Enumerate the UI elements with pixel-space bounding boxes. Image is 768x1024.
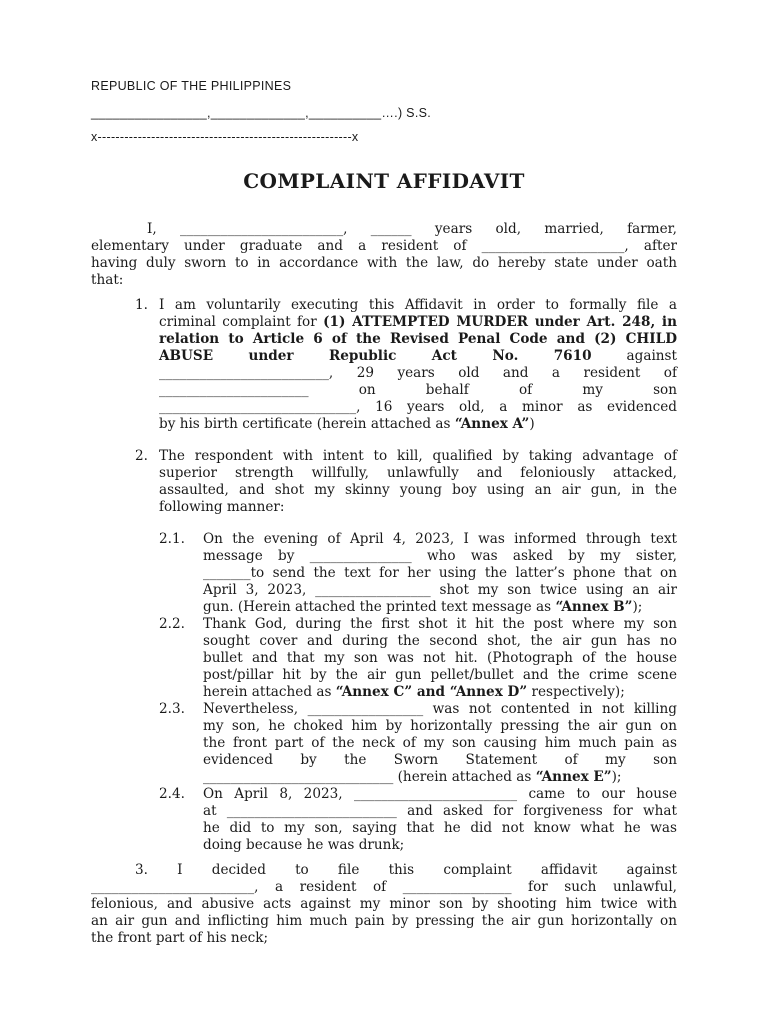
- document-title: COMPLAINT AFFIDAVIT: [243, 169, 525, 193]
- separator-line: x---------------------------------------------------------x: [91, 130, 359, 144]
- s21-line: message by _______________ who was asked by my sister,: [203, 548, 677, 564]
- s23-line: my son, he choked him by horizontally pressing the air gun on: [203, 718, 677, 734]
- s22-line: Thank God, during the first shot it hit the post where my son: [203, 616, 677, 632]
- s24-line: he did to my son, saying that he did not know what he was: [203, 820, 677, 836]
- s22-line: herein attached as “Annex C” and “Annex D” respectively);: [203, 684, 625, 700]
- venue-line: ________________,_____________,__________….) S.S.: [91, 106, 431, 120]
- p1-line: ______________________ on behalf of my son: [159, 382, 677, 398]
- subparagraph-number: 2.4.: [159, 786, 185, 802]
- intro-line: that:: [91, 272, 124, 288]
- intro-line: I, ________________________, ______ years old, married, farmer,: [147, 221, 677, 237]
- s21-line: On the evening of April 4, 2023, I was informed through text: [203, 531, 677, 547]
- s23-line: Nevertheless, _________________ was not contented in not killing: [203, 701, 677, 717]
- s24-line: doing because he was drunk;: [203, 837, 405, 853]
- subparagraph-number: 2.2.: [159, 616, 185, 632]
- p1-line: ABUSE under Republic Act No. 7610 against: [159, 348, 677, 364]
- s23-line: the front part of the neck of my son causing him much pain as: [203, 735, 677, 751]
- s23-line: ____________________________ (herein attached as “Annex E”);: [203, 769, 622, 785]
- p1-line: criminal complaint for (1) ATTEMPTED MURDER under Art. 248, in: [159, 314, 677, 330]
- p2-line: following manner:: [159, 499, 285, 515]
- subparagraph-number: 2.3.: [159, 701, 185, 717]
- p2-line: assaulted, and shot my skinny young boy using an air gun, in the: [159, 482, 677, 498]
- p3-line: 3. I decided to file this complaint affidavit against: [135, 862, 677, 878]
- s24-line: On April 8, 2023, ________________________ came to our house: [203, 786, 677, 802]
- p2-line: The respondent with intent to kill, qualified by taking advantage of: [159, 448, 677, 464]
- p3-line: felonious, and abusive acts against my minor son by shooting him twice with: [91, 896, 677, 912]
- republic-heading: REPUBLIC OF THE PHILIPPINES: [91, 79, 292, 93]
- subparagraph-number: 2.1.: [159, 531, 185, 547]
- paragraph-number: 1.: [135, 297, 148, 313]
- s24-line: at _________________________ and asked for forgiveness for what: [203, 803, 677, 819]
- p2-line: superior strength willfully, unlawfully and feloniously attacked,: [159, 465, 677, 481]
- p1-line: _____________________________, 16 years old, a minor as evidenced: [159, 399, 677, 415]
- p1-line: I am voluntarily executing this Affidavit in order to formally file a: [159, 297, 677, 313]
- paragraph-number: 2.: [135, 448, 148, 464]
- s22-line: post/pillar hit by the air gun pellet/bullet and the crime scene: [203, 667, 677, 683]
- intro-line: elementary under graduate and a resident of _____________________, after: [91, 238, 677, 254]
- s21-line: gun. (Herein attached the printed text message as “Annex B”);: [203, 599, 643, 615]
- p3-line: the front part of his neck;: [91, 930, 269, 946]
- p1-line: by his birth certificate (herein attached as “Annex A”): [159, 416, 535, 432]
- intro-line: having duly sworn to in accordance with the law, do hereby state under oath: [91, 255, 677, 271]
- p1-line: relation to Article 6 of the Revised Penal Code and (2) CHILD: [159, 331, 677, 347]
- p3-line: ________________________, a resident of ________________ for such unlawful,: [91, 879, 677, 895]
- s22-line: sought cover and during the second shot, the air gun has no: [203, 633, 677, 649]
- s21-line: _______to send the text for her using the latter’s phone that on: [203, 565, 677, 581]
- s23-line: evidenced by the Sworn Statement of my son: [203, 752, 677, 768]
- p3-line: an air gun and inflicting him much pain by pressing the air gun horizontally on: [91, 913, 677, 929]
- s21-line: April 3, 2023, _________________ shot my son twice using an air: [203, 582, 677, 598]
- s22-line: bullet and that my son was not hit. (Photograph of the house: [203, 650, 677, 666]
- p1-line: _________________________, 29 years old and a resident of: [159, 365, 677, 381]
